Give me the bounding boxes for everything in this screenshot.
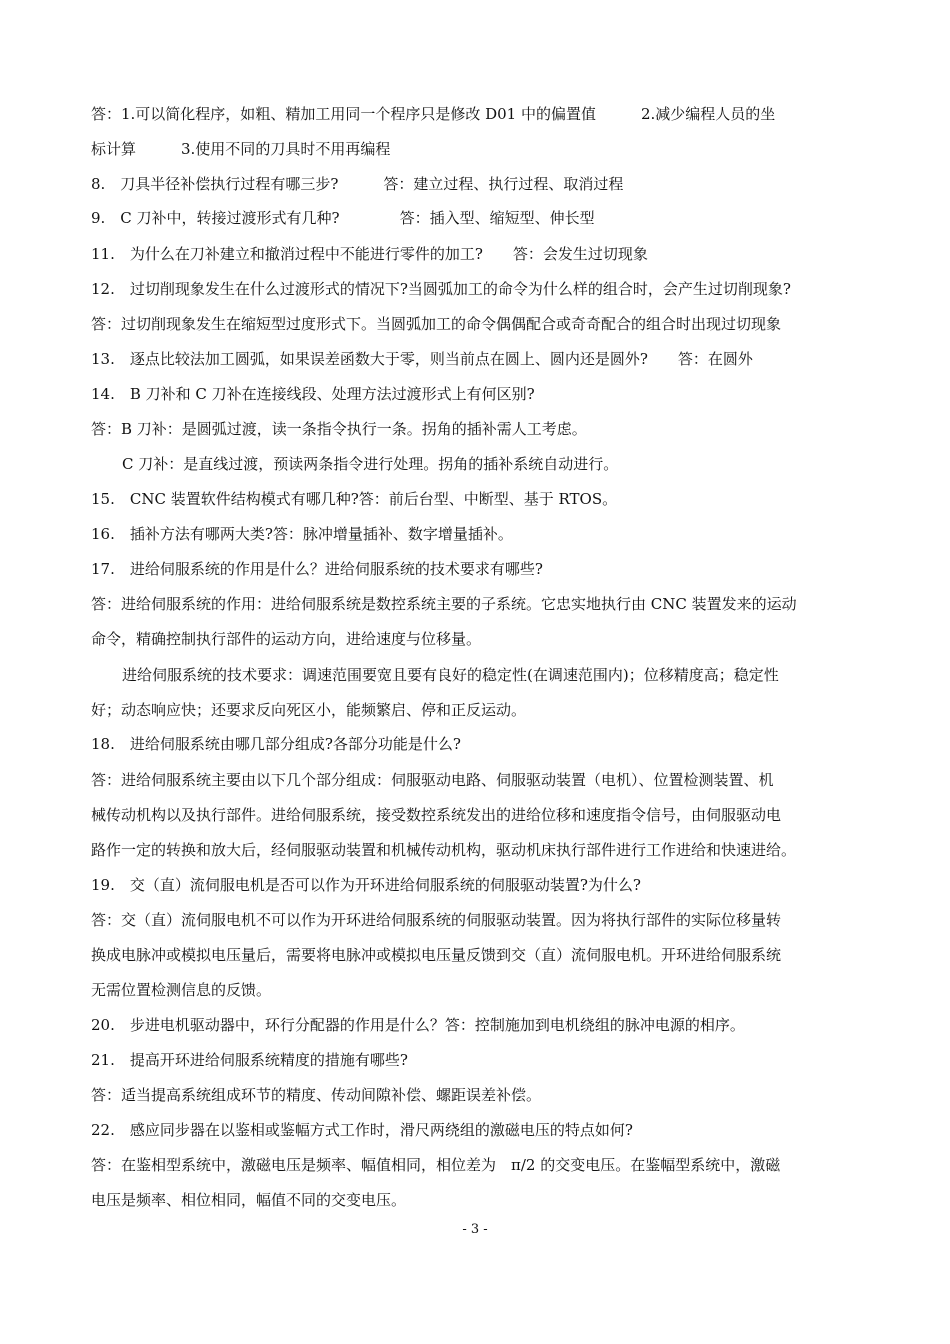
text-line: 答：B 刀补：是圆弧过渡，读一条指令执行一条。拐角的插补需人工考虑。 — [91, 420, 587, 438]
text-line: 进给伺服系统的技术要求：调速范围要宽且要有良好的稳定性(在调速范围内)；位移精度高；稳定性 — [122, 666, 779, 684]
page-number: - 3 - — [462, 1222, 488, 1237]
text-line: 电压是频率、相位相同，幅值不同的交变电压。 — [91, 1191, 407, 1209]
text-line: 答：进给伺服系统的作用：进给伺服系统是数控系统主要的子系统。它忠实地执行由 CNC 装置发来的运动 — [91, 595, 797, 613]
text-line: 14. B 刀补和 C 刀补在连接线段、处理方法过渡形式上有何区别? — [91, 385, 535, 403]
text-line: 18. 进给伺服系统由哪几部分组成?各部分功能是什么? — [91, 735, 461, 753]
text-line: 19. 交（直）流伺服电机是否可以作为开环进给伺服系统的伺服驱动装置?为什么? — [91, 876, 641, 894]
text-line: 16. 插补方法有哪两大类?答：脉冲增量插补、数字增量插补。 — [91, 525, 513, 543]
text-line: 换成电脉冲或模拟电压量后，需要将电脉冲或模拟电压量反馈到交（直）流伺服电机。开环进给伺服系统 — [91, 946, 782, 964]
text-line: 12. 过切削现象发生在什么过渡形式的情况下?当圆弧加工的命令为什么样的组合时，会产生过切削现象? — [91, 280, 791, 298]
text-line: 11. 为什么在刀补建立和撤消过程中不能进行零件的加工? 答：会发生过切现象 — [91, 245, 648, 263]
text-line: 好；动态响应快；还要求反向死区小，能频繁启、停和正反运动。 — [91, 701, 527, 719]
text-line: 22. 感应同步器在以鉴相或鉴幅方式工作时，滑尺两绕组的激磁电压的特点如何? — [91, 1121, 633, 1139]
text-line: C 刀补：是直线过渡，预读两条指令进行处理。拐角的插补系统自动进行。 — [122, 455, 619, 473]
text-line: 答：在鉴相型系统中，激磁电压是频率、幅值相同，相位差为 π/2 的交变电压。在鉴幅型系统中，激磁 — [91, 1156, 781, 1174]
text-line: 命令，精确控制执行部件的运动方向，进给速度与位移量。 — [91, 630, 482, 648]
text-line: 21. 提高开环进给伺服系统精度的措施有哪些? — [91, 1051, 408, 1069]
text-line: 13. 逐点比较法加工圆弧，如果误差函数大于零，则当前点在圆上、圆内还是圆外? 答：在圆外 — [91, 350, 753, 368]
text-line: 无需位置检测信息的反馈。 — [91, 981, 272, 999]
text-line: 答：进给伺服系统主要由以下几个部分组成：伺服驱动电路、伺服驱动装置（电机）、位置检测装置、机 — [91, 771, 774, 789]
text-line: 答：1.可以简化程序，如粗、精加工用同一个程序只是修改 D01 中的偏置值 2.减少编程人员的坐 — [91, 105, 776, 123]
text-line: 20. 步进电机驱动器中，环行分配器的作用是什么？答：控制施加到电机绕组的脉冲电源的相序。 — [91, 1016, 745, 1034]
text-line: 路作一定的转换和放大后，经伺服驱动装置和机械传动机构，驱动机床执行部件进行工作进给和快速进给。 — [91, 841, 797, 859]
text-line: 17. 进给伺服系统的作用是什么？进给伺服系统的技术要求有哪些? — [91, 560, 543, 578]
text-line: 答：过切削现象发生在缩短型过度形式下。当圆弧加工的命令偶偶配合或奇奇配合的组合时出现过切现象 — [91, 315, 782, 333]
text-line: 8. 刀具半径补偿执行过程有哪三步? 答：建立过程、执行过程、取消过程 — [91, 175, 624, 193]
text-line: 标计算 3.使用不同的刀具时不用再编程 — [91, 140, 391, 158]
text-line: 9. C 刀补中，转接过渡形式有几种? 答：插入型、缩短型、伸长型 — [91, 209, 595, 227]
text-line: 答：适当提高系统组成环节的精度、传动间隙补偿、螺距误差补偿。 — [91, 1086, 542, 1104]
text-line: 答：交（直）流伺服电机不可以作为开环进给伺服系统的伺服驱动装置。因为将执行部件的实际位移量转 — [91, 911, 782, 929]
text-line: 15. CNC 装置软件结构模式有哪几种?答：前后台型、中断型、基于 RTOS。 — [91, 490, 618, 508]
text-line: 械传动机构以及执行部件。进给伺服系统，接受数控系统发出的进给位移和速度指令信号，由伺服驱动电 — [91, 806, 782, 824]
